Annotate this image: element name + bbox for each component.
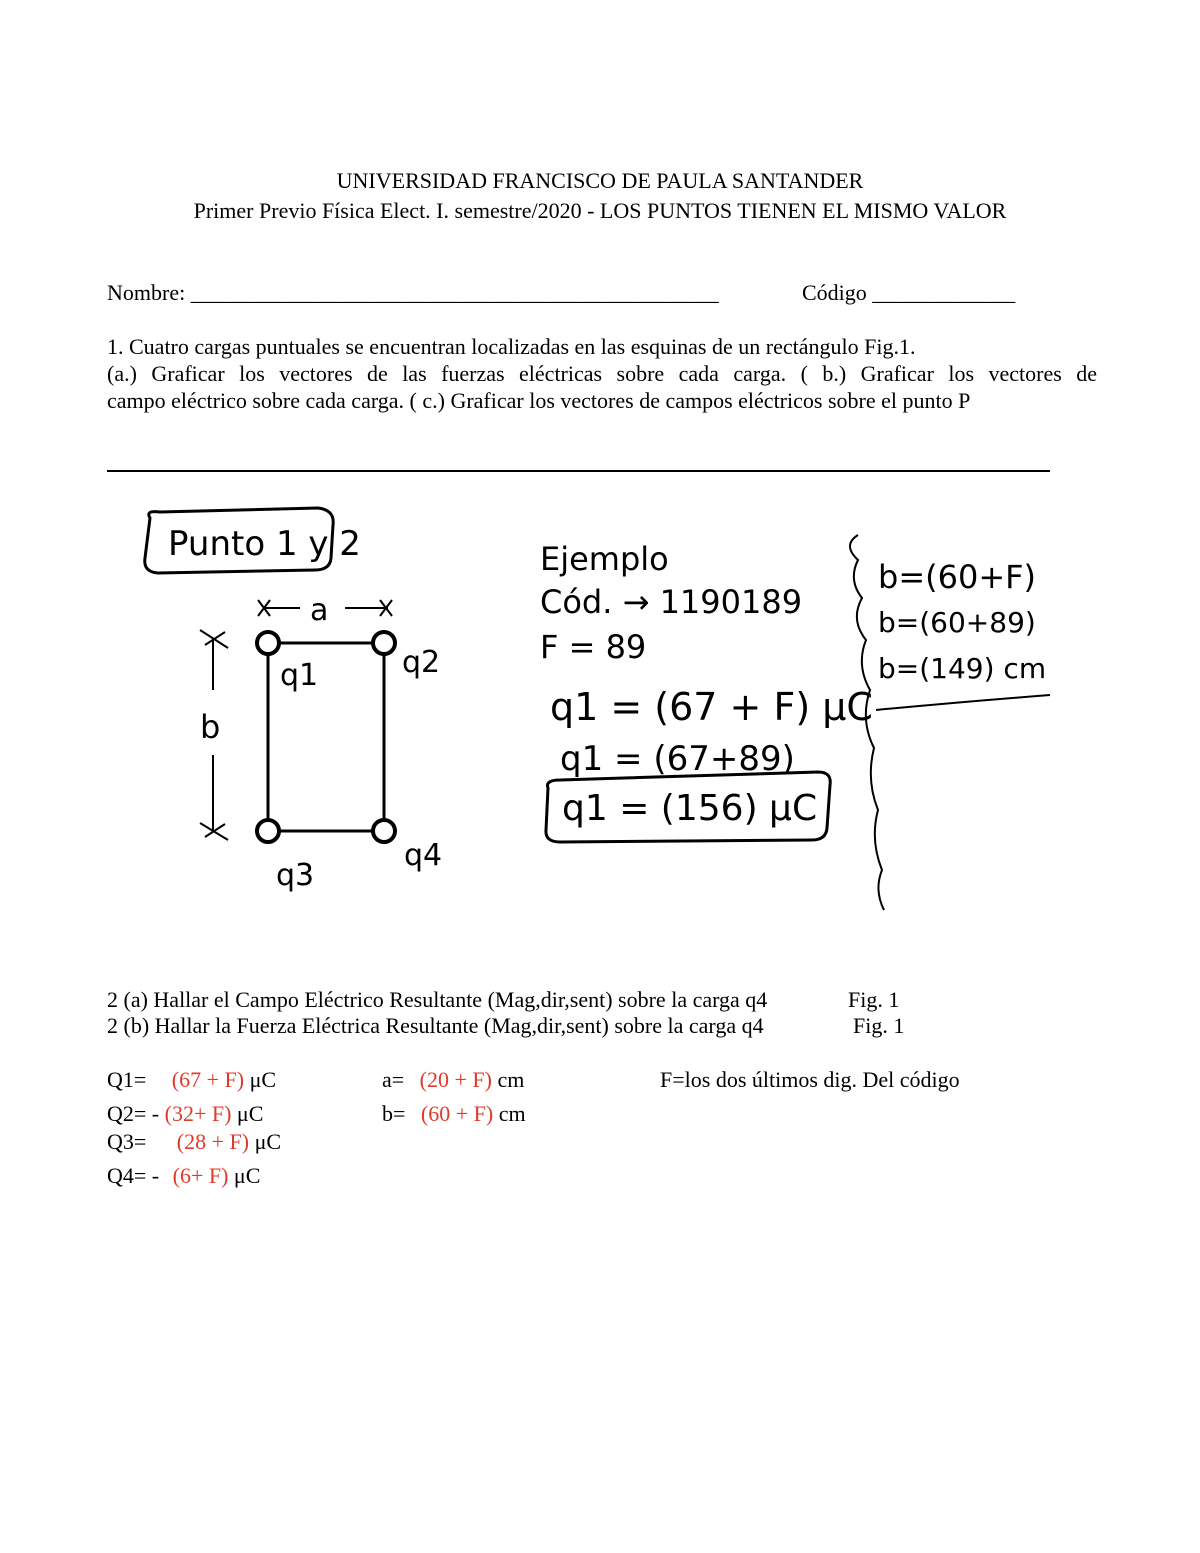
question1-line1: 1. Cuatro cargas puntuales se encuentran localizadas en las esquinas de un rectángulo Fig.1. (107, 334, 916, 359)
dim-b-label: b (200, 708, 221, 746)
a-row (382, 1067, 524, 1093)
a-unit: cm (497, 1067, 525, 1092)
charge-dot-q2 (373, 632, 395, 654)
question1-line3: campo eléctrico sobre cada carga. ( c.) Graficar los vectores de campos eléctricos sobre el punto P (107, 388, 971, 413)
q4-label: Q4= - (107, 1163, 160, 1188)
a-value: (20 + F) (419, 1067, 492, 1092)
charge-label-q3: q3 (276, 858, 315, 893)
charge-label-q2: q2 (402, 645, 441, 680)
a-label: a= (382, 1067, 405, 1092)
q4-unit: μC (233, 1163, 261, 1188)
question2b (107, 1013, 764, 1039)
example-f: F = 89 (540, 628, 647, 666)
question2a (107, 987, 767, 1013)
underline-stroke (876, 695, 1050, 710)
b-value: (60 + F) (420, 1101, 494, 1126)
name-field (107, 280, 719, 306)
q3-value: (28 + F) (176, 1129, 250, 1154)
question2a-fig: Fig. 1 (848, 987, 900, 1012)
b-label: b= (382, 1101, 406, 1126)
charge-dot-q4 (373, 820, 395, 842)
example-b-formula: b=(60+F) (878, 558, 1037, 596)
q3-unit: μC (254, 1129, 282, 1154)
charge-dot-q3 (257, 820, 279, 842)
handwritten-figure (0, 480, 1200, 950)
example-q1-formula: q1 = (67 + F) μC (550, 685, 873, 729)
question2b-fig: Fig. 1 (853, 1013, 905, 1038)
q1-value: (67 + F) (171, 1067, 245, 1092)
q4-value: (6+ F) (172, 1163, 229, 1188)
q1-row (107, 1067, 276, 1093)
code-blank: _____________ (872, 280, 1016, 305)
q1-unit: μC (249, 1067, 277, 1092)
code-label: Código (802, 280, 867, 305)
university-title: UNIVERSIDAD FRANCISCO DE PAULA SANTANDER (336, 168, 864, 193)
charge-dot-q1 (257, 632, 279, 654)
q2-unit: μC (236, 1101, 264, 1126)
q3-row (107, 1129, 281, 1155)
example-title: Ejemplo (540, 540, 669, 578)
charge-label-q1: q1 (280, 658, 319, 693)
box-label: Punto 1 y 2 (168, 524, 361, 564)
f-note: F=los dos últimos dig. Del código (660, 1067, 960, 1092)
q4-row (107, 1163, 260, 1189)
q2-value: (32+ F) (164, 1101, 232, 1126)
example-b-sub: b=(60+89) (878, 606, 1036, 639)
exam-subtitle: Primer Previo Física Elect. I. semestre/2020 - LOS PUNTOS TIENEN EL MISMO VALOR (193, 198, 1007, 223)
example-b-result: b=(149) cm (878, 652, 1047, 685)
name-blank: ________________________________________________ (190, 280, 719, 305)
figure-svg (0, 480, 1200, 950)
example-q1-result: q1 = (156) μC (562, 788, 818, 829)
q3-label: Q3= (107, 1129, 147, 1154)
dim-a-label: a (310, 593, 329, 628)
charge-label-q4: q4 (404, 838, 443, 873)
b-row (382, 1101, 526, 1127)
name-label: Nombre: (107, 280, 186, 305)
example-code: Cód. → 1190189 (540, 583, 803, 621)
question2b-text: 2 (b) Hallar la Fuerza Eléctrica Resultante (Mag,dir,sent) sobre la carga q4 (107, 1013, 764, 1038)
example-q1-sub: q1 = (67+89) (560, 739, 795, 779)
section-divider (107, 470, 1050, 472)
question1-line2: (a.) Graficar los vectores de las fuerzas eléctricas sobre cada carga. ( b.) Graficar los vectores de (107, 361, 1097, 386)
b-unit: cm (498, 1101, 526, 1126)
q2-label: Q2= - (107, 1101, 160, 1126)
q2-row (107, 1101, 263, 1127)
code-field (802, 280, 1015, 306)
q1-label: Q1= (107, 1067, 147, 1092)
question2a-text: 2 (a) Hallar el Campo Eléctrico Resultante (Mag,dir,sent) sobre la carga q4 (107, 987, 768, 1012)
